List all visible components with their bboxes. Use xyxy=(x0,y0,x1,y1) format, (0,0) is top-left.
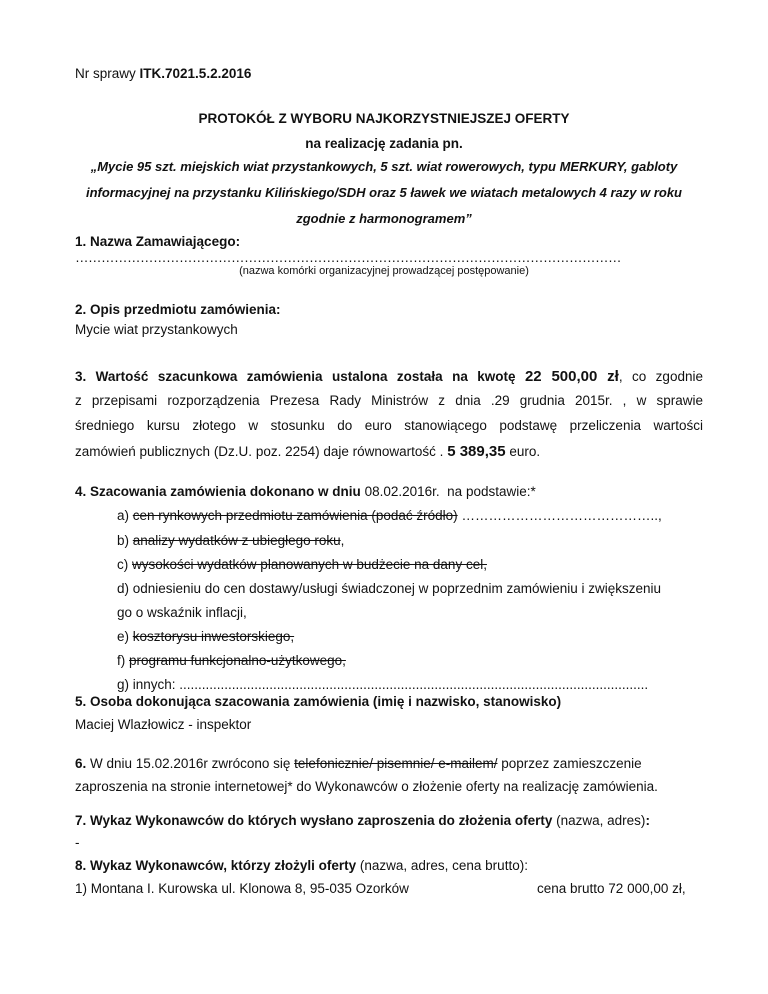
document-subtitle: na realizację zadania pn. xyxy=(305,136,463,151)
offer-price: cena brutto 72 000,00 zł, xyxy=(537,881,686,896)
estimation-item-e: e) kosztorysu inwestorskiego, xyxy=(117,629,295,644)
section-7-text: - xyxy=(75,835,80,850)
estimation-item-a: a) cen rynkowych przedmiotu zamówienia (podać źródło) …………………………………….., xyxy=(117,508,662,523)
section-5-text: Maciej Wlazłowicz - inspektor xyxy=(75,717,252,732)
section-1-heading: 1. Nazwa Zamawiającego: xyxy=(75,234,241,249)
case-number: Nr sprawy ITK.7021.5.2.2016 xyxy=(75,66,252,81)
estimated-amount: 22 500,00 zł xyxy=(524,368,619,385)
estimation-item-g: g) innych: ............................................................................................................................. xyxy=(117,677,649,692)
estimation-item-f: f) programu funkcjonalno-użytkowego, xyxy=(117,653,346,668)
offer-name: 1) Montana I. Kurowska ul. Klonowa 8, 95-035 Ozorków xyxy=(75,881,409,896)
task-name-line-3: zgodnie z harmonogramem” xyxy=(296,211,472,226)
section-5-heading: 5. Osoba dokonująca szacowania zamówienia (imię i nazwisko, stanowisko) xyxy=(75,694,562,709)
section-7-heading: 7. Wykaz Wykonawców do których wysłano zaproszenia do złożenia oferty (nazwa, adres): xyxy=(75,813,650,828)
section-6-line-1: 6. W dniu 15.02.2016r zwrócono się telefonicznie/ pisemnie/ e-mailem/ poprzez zamieszczenie xyxy=(75,756,642,771)
section-2-heading: 2. Opis przedmiotu zamówienia: xyxy=(75,302,281,317)
estimation-item-b: b) analizy wydatków z ubiegłego roku, xyxy=(117,533,345,548)
section-8-heading: 8. Wykaz Wykonawców, którzy złożyli oferty (nazwa, adres, cena brutto): xyxy=(75,858,528,873)
euro-amount: 5 389,35 xyxy=(447,443,506,460)
estimation-item-d-line-1: d) odniesieniu do cen dostawy/usługi świadczonej w poprzednim zamówieniu i zwiększeniu xyxy=(117,581,662,596)
estimation-item-c: c) wysokości wydatków planowanych w budżecie na dany cel, xyxy=(117,557,487,572)
section-3-line-4: zamówień publicznych (Dz.U. poz. 2254) daje równowartość . 5 389,35 euro. xyxy=(75,443,541,460)
section-1-dots: ……………………………………………………………………………………………………………… xyxy=(75,250,621,265)
section-4-heading: 4. Szacowania zamówienia dokonano w dniu 08.02.2016r. na podstawie:* xyxy=(75,484,536,499)
offer-row xyxy=(75,881,409,896)
task-name-line-2: informacyjnej na przystanku Kilińskiego/SDH oraz 5 ławek we wiatach metalowych 4 razy w roku xyxy=(85,185,683,200)
section-1-caption: (nazwa komórki organizacyjnej prowadzącej postępowanie) xyxy=(239,265,529,277)
section-2-text: Mycie wiat przystankowych xyxy=(75,322,238,337)
section-3-line-2: z przepisami rozporządzenia Prezesa Rady Ministrów z dnia .29 grudnia 2015r. , w sprawie xyxy=(75,393,703,408)
estimation-item-d-line-2: go o wskaźnik inflacji, xyxy=(117,605,247,620)
task-name-line-1: „Mycie 95 szt. miejskich wiat przystankowych, 5 szt. wiat rowerowych, typu MERKURY, gabloty xyxy=(90,159,678,174)
section-3-line-1: 3. Wartość szacunkowa zamówienia ustalona została na kwotę 22 500,00 zł, co zgodnie xyxy=(75,368,703,385)
section-6-line-2: zaproszenia na stronie internetowej* do Wykonawców o złożenie oferty na realizację zamówienia. xyxy=(75,779,658,794)
document-title: PROTOKÓŁ Z WYBORU NAJKORZYSTNIEJSZEJ OFERTY xyxy=(198,111,570,126)
section-3-line-3: średniego kursu złotego w stosunku do euro stanowiącego podstawę przeliczenia wartości xyxy=(75,418,703,433)
